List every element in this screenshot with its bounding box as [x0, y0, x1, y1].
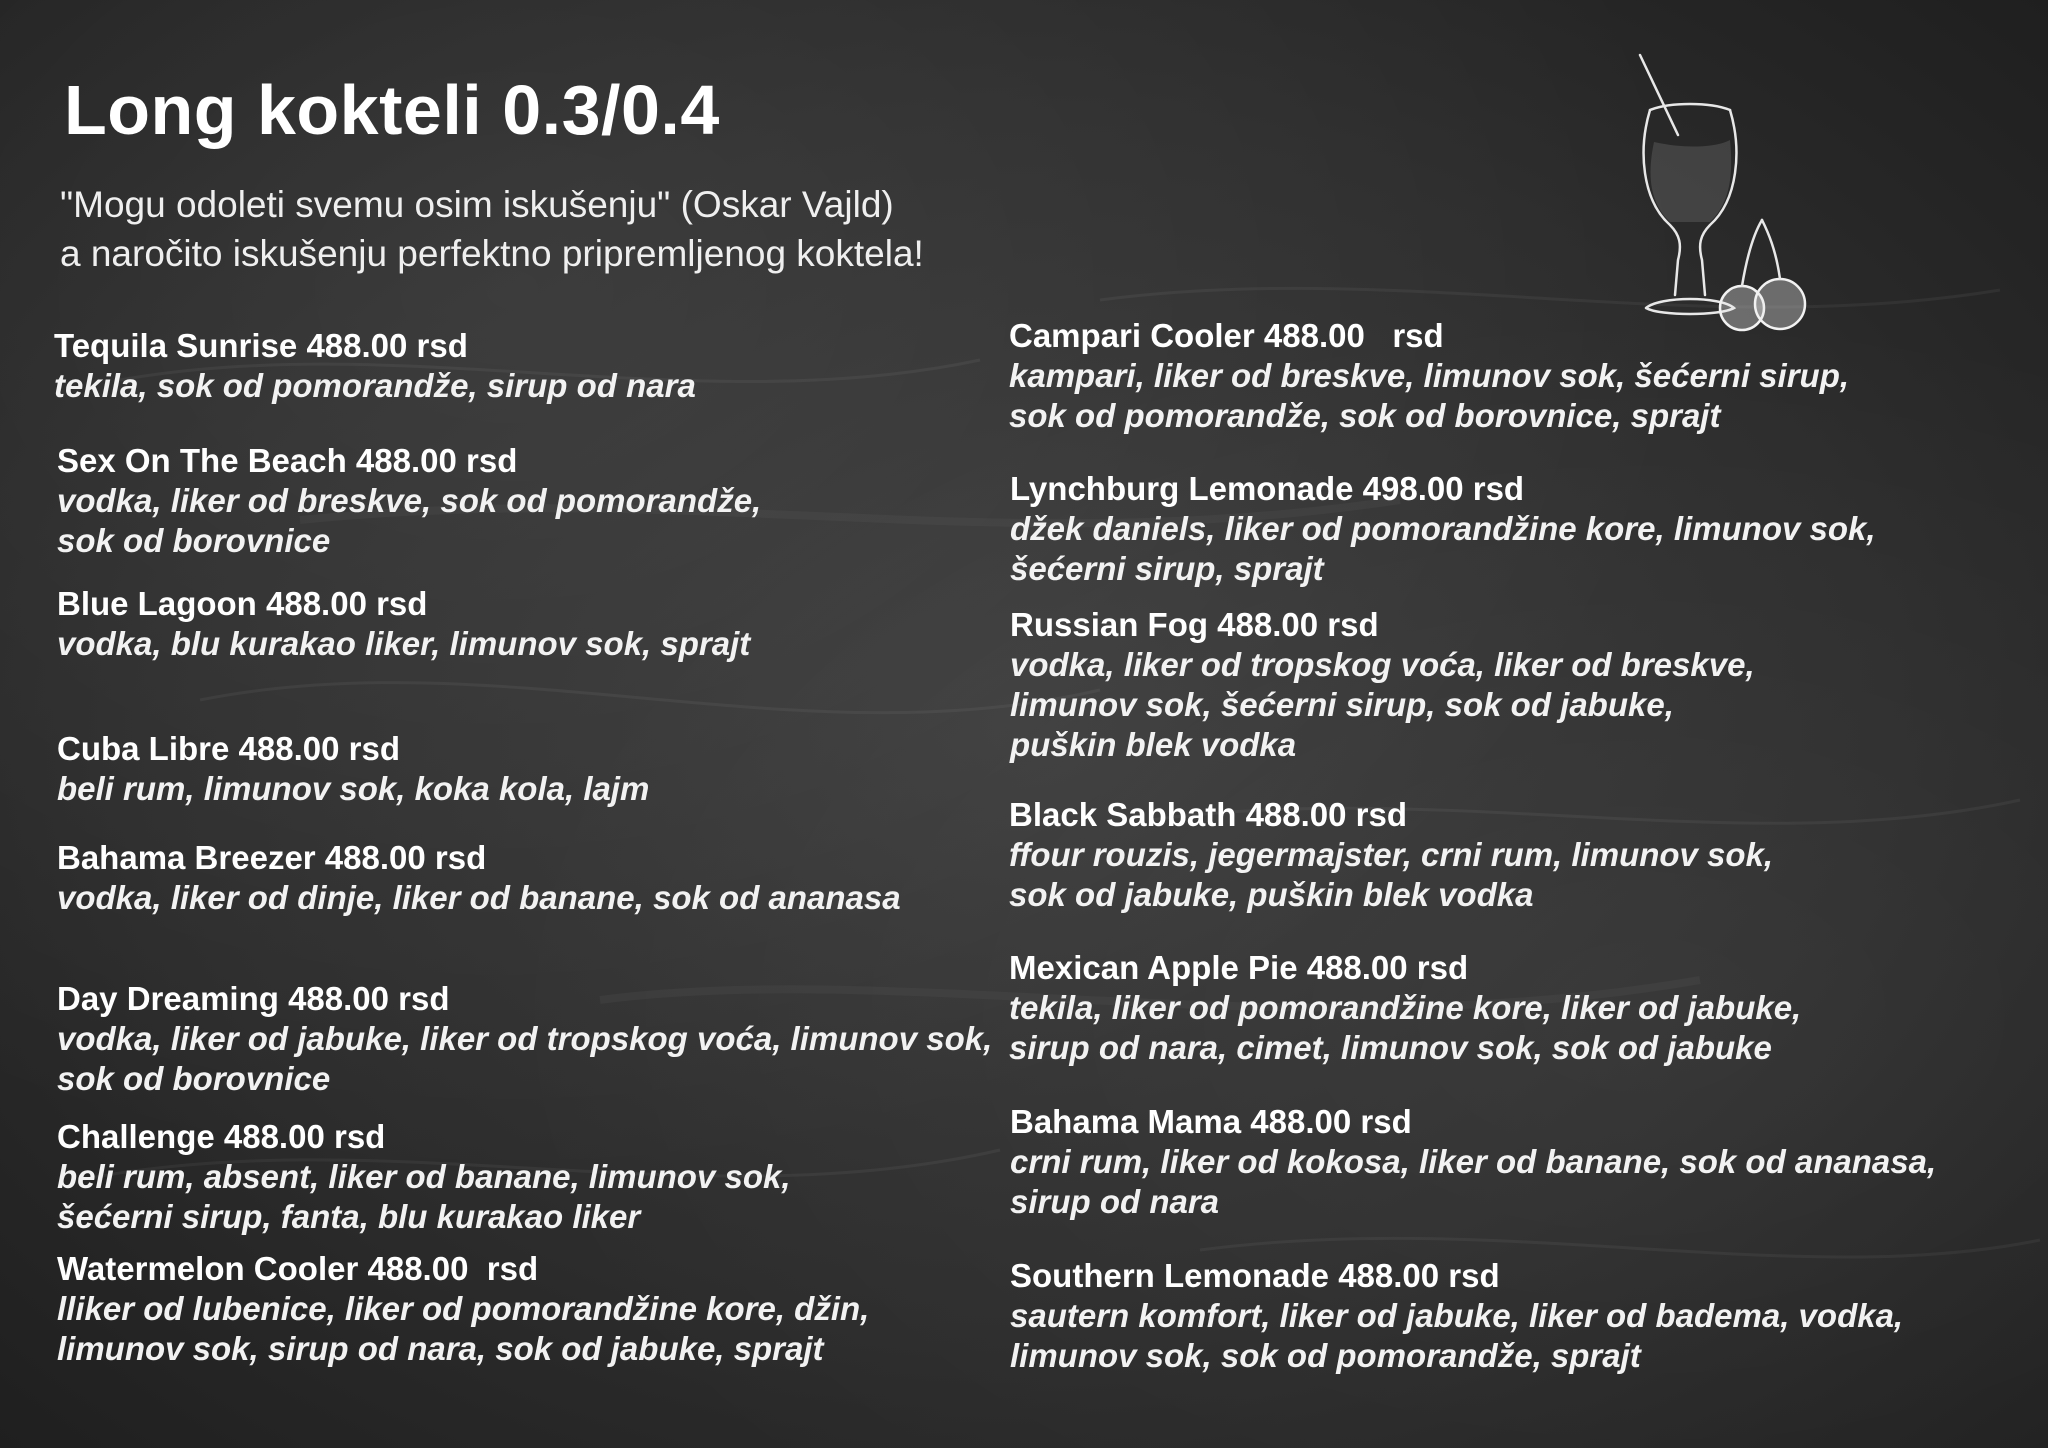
- cocktail-ingredients: ffour rouzis, jegermajster, crni rum, limunov sok,: [1009, 836, 1774, 873]
- cocktail-item: [57, 838, 901, 918]
- cocktail-name: Bahama Breezer 488.00 rsd: [57, 839, 487, 876]
- cocktail-ingredients: sirup od nara: [1010, 1183, 1220, 1220]
- cocktail-ingredients: vodka, blu kurakao liker, limunov sok, sprajt: [57, 625, 751, 662]
- cocktail-name: Black Sabbath 488.00 rsd: [1009, 796, 1408, 833]
- cocktail-ingredients: vodka, liker od breskve, sok od pomorandže,: [57, 482, 762, 519]
- cocktail-name: Tequila Sunrise 488.00 rsd: [54, 327, 468, 364]
- quote-line-1: "Mogu odoleti svemu osim iskušenju" (Oskar Vajld): [60, 184, 894, 225]
- cocktail-ingredients: limunov sok, šećerni sirup, sok od jabuke,: [1010, 686, 1674, 723]
- cocktail-ingredients: šećerni sirup, sprajt: [1010, 550, 1324, 587]
- menu-title: Long kokteli 0.3/0.4: [64, 71, 720, 149]
- cocktail-ingredients: limunov sok, sok od pomorandže, sprajt: [1010, 1337, 1641, 1374]
- cocktail-item: [1009, 948, 1801, 1068]
- cocktail-item: [1010, 469, 1876, 589]
- cocktail-name: Southern Lemonade 488.00 rsd: [1010, 1257, 1500, 1294]
- cocktail-item: [57, 979, 992, 1099]
- cocktail-glass-with-cherries-icon: [1630, 50, 1820, 340]
- cocktail-name: Lynchburg Lemonade 498.00 rsd: [1010, 470, 1525, 507]
- cocktail-ingredients: puškin blek vodka: [1010, 726, 1297, 763]
- cocktail-ingredients: sok od borovnice: [57, 522, 331, 559]
- cocktail-item: [54, 326, 696, 406]
- cocktail-ingredients: lliker od lubenice, liker od pomorandžine kore, džin,: [57, 1290, 870, 1327]
- cocktail-ingredients: sok od jabuke, puškin blek vodka: [1009, 876, 1534, 913]
- cocktail-ingredients: sok od pomorandže, sok od borovnice, sprajt: [1009, 397, 1721, 434]
- cocktail-item: [57, 1117, 791, 1237]
- cocktail-ingredients: limunov sok, sirup od nara, sok od jabuke, sprajt: [57, 1330, 824, 1367]
- cocktail-ingredients: vodka, liker od dinje, liker od banane, sok od ananasa: [57, 879, 901, 916]
- cocktail-name: Mexican Apple Pie 488.00 rsd: [1009, 949, 1469, 986]
- cocktail-name: Cuba Libre 488.00 rsd: [57, 730, 400, 767]
- cocktail-ingredients: vodka, liker od jabuke, liker od tropskog voća, limunov sok,: [57, 1020, 993, 1057]
- cocktail-item: [57, 729, 649, 809]
- cocktail-ingredients: beli rum, limunov sok, koka kola, lajm: [57, 770, 650, 807]
- cocktail-item: [57, 441, 761, 561]
- cocktail-ingredients: vodka, liker od tropskog voća, liker od breskve,: [1010, 646, 1755, 683]
- cocktail-item: [1010, 605, 1755, 765]
- cocktail-item: [1010, 1256, 1903, 1376]
- cocktail-name: Campari Cooler 488.00 rsd: [1009, 317, 1444, 354]
- cocktail-name: Sex On The Beach 488.00 rsd: [57, 442, 518, 479]
- quote-line-2: a naročito iskušenju perfektno pripremljenog koktela!: [60, 233, 924, 274]
- cocktail-ingredients: kampari, liker od breskve, limunov sok, šećerni sirup,: [1009, 357, 1850, 394]
- cocktail-name: Day Dreaming 488.00 rsd: [57, 980, 450, 1017]
- cocktail-name: Bahama Mama 488.00 rsd: [1010, 1103, 1412, 1140]
- cocktail-ingredients: tekila, liker od pomorandžine kore, liker od jabuke,: [1009, 989, 1802, 1026]
- cocktail-ingredients: sok od borovnice: [57, 1060, 331, 1097]
- cocktail-item: [1009, 795, 1773, 915]
- cocktail-name: Challenge 488.00 rsd: [57, 1118, 386, 1155]
- cocktail-name: Blue Lagoon 488.00 rsd: [57, 585, 428, 622]
- cocktail-ingredients: beli rum, absent, liker od banane, limunov sok,: [57, 1158, 791, 1195]
- cocktail-item: [57, 1249, 869, 1369]
- cocktail-ingredients: šećerni sirup, fanta, blu kurakao liker: [57, 1198, 641, 1235]
- cocktail-ingredients: džek daniels, liker od pomorandžine kore, limunov sok,: [1010, 510, 1876, 547]
- cocktail-name: Russian Fog 488.00 rsd: [1010, 606, 1379, 643]
- cocktail-item: [57, 584, 750, 664]
- cocktail-item: [1010, 1102, 1936, 1222]
- cocktail-ingredients: sirup od nara, cimet, limunov sok, sok od jabuke: [1009, 1029, 1772, 1066]
- cocktail-name: Watermelon Cooler 488.00 rsd: [57, 1250, 539, 1287]
- cocktail-ingredients: sautern komfort, liker od jabuke, liker od badema, vodka,: [1010, 1297, 1904, 1334]
- cocktail-ingredients: crni rum, liker od kokosa, liker od banane, sok od ananasa,: [1010, 1143, 1937, 1180]
- cocktail-item: [1009, 316, 1849, 436]
- cocktail-ingredients: tekila, sok od pomorandže, sirup od nara: [54, 367, 696, 404]
